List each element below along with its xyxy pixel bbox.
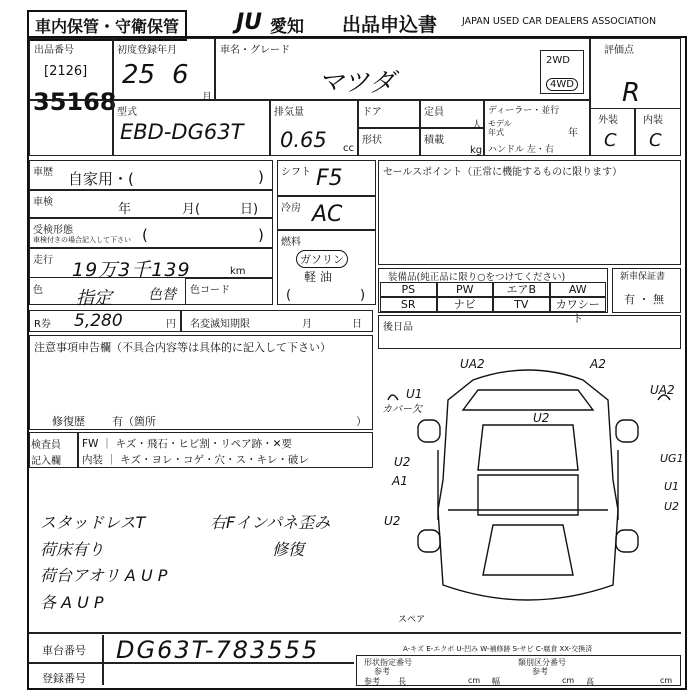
shape-label: 形状 (362, 135, 382, 146)
equipment-item: カワシート (550, 297, 607, 312)
spec-label: 形状指定番号 (364, 658, 412, 667)
exterior-value: C (604, 130, 617, 151)
disp-unit: cc (343, 143, 354, 154)
association-name: JAPAN USED CAR DEALERS ASSOCIATION (462, 16, 657, 27)
history-row (29, 160, 273, 190)
equipment-item: SR (380, 297, 437, 312)
logo-region: 愛知 (270, 17, 304, 37)
interior-value: C (649, 130, 662, 151)
shaken-month: 月( (182, 202, 201, 217)
note-line-2: 右Fインパネ歪み (210, 513, 331, 532)
ref-label-2: 参考 (532, 667, 548, 676)
color-value: 指定 (76, 288, 112, 309)
door-label: ドア (362, 107, 382, 118)
fuel-value1: ガソリン (296, 250, 348, 268)
grade-label: 評価点 (604, 45, 634, 56)
mark-cover-missing: カバー欠 (382, 404, 422, 415)
storage-title: 車内保管・守衛保管 (35, 17, 180, 36)
shaken-year: 年 (118, 202, 132, 217)
lot-sub: [2126] (44, 64, 88, 79)
drive-2wd: 2WD (546, 55, 570, 66)
color-value2: 色替 (148, 287, 176, 303)
legend: A-キズ E-エクボ U-凹み W-補修跡 S-サビ C-腐食 XX-交換済 (403, 645, 593, 653)
equipment-item: TV (493, 297, 550, 312)
shaken-row (29, 190, 273, 218)
history-label: 車歴 (33, 167, 53, 178)
model-value: EBD-DG63T (120, 120, 244, 144)
mark-u2-right: U2 (664, 500, 680, 513)
fuel-close: ) (360, 288, 366, 303)
equipment-item: ナビ (437, 297, 494, 312)
mileage-value: 19万3千139 (72, 259, 191, 281)
note-line-5: 各 A U P (40, 593, 104, 612)
year-unit: 年 (568, 128, 578, 139)
entry-label: 記入欄 (31, 456, 61, 467)
shaken-label: 車検 (33, 197, 53, 208)
expiry-day: 日 (352, 319, 362, 330)
repair-close: ） (356, 415, 367, 428)
spare-label: スペア (398, 615, 426, 625)
repair-value: 有（箇所 (112, 415, 156, 428)
height-label: 高 (586, 677, 594, 686)
model-label: 型式 (117, 107, 137, 118)
car-name: マツダ (318, 68, 395, 98)
ref-label-3: 参考 (364, 677, 380, 686)
recycle-value: 5,280 (74, 311, 123, 331)
expiry-label: 名変滅知期限 (190, 319, 250, 330)
notes-label: 注意事項申告欄（不具合内容等は具体的に記入して下さい） (34, 341, 331, 354)
form-title: 出品申込書 (342, 14, 438, 36)
mileage-label: 走行 (33, 255, 53, 266)
chassis-value: DG63T-783555 (116, 636, 320, 664)
model-year-label1: モデル (488, 119, 512, 128)
fw-line: FW ｜ キズ・飛石・ヒビ割・リペア跡・✕要 (82, 438, 292, 450)
reg-month: 6 (172, 60, 189, 90)
note-line-6: 荷床有り (40, 540, 105, 559)
history-value: 自家用・( (68, 170, 134, 188)
chassis-divider (102, 635, 104, 685)
damage-diagram (378, 350, 684, 632)
ref-label-1: 参考 (374, 667, 390, 676)
model-year-label2: 年式 (488, 128, 504, 137)
color-label: 色 (33, 285, 43, 296)
capacity-label: 定員 (424, 107, 444, 118)
reg-year: 25 (122, 60, 156, 90)
mark-a2-top: A2 (590, 357, 606, 371)
load-label: 積載 (424, 135, 444, 146)
reg-label: 初度登録年月 (117, 45, 177, 56)
reg-number-label: 登録番号 (42, 672, 86, 685)
capacity-unit: 人 (472, 120, 482, 131)
color-code-label: 色コード (190, 285, 230, 296)
warranty-label: 新車保証書 (620, 272, 666, 282)
lot-lower-box (29, 100, 113, 156)
disp-label: 排気量 (274, 107, 304, 118)
grade-value: R (622, 78, 641, 108)
equipment-item: PS (380, 282, 437, 297)
handle-label: ハンドル 左・右 (488, 145, 554, 155)
len-label: 長 (398, 677, 406, 686)
mark-u2-left: U2 (394, 455, 411, 469)
receive-close: ) (258, 226, 264, 244)
mark-ua2-top: UA2 (460, 357, 485, 371)
cat-label: 類別区分番号 (518, 658, 566, 667)
history-close: ) (258, 168, 264, 186)
note-line-3: 修復 (272, 540, 305, 559)
disp-value: 0.65 (280, 128, 327, 152)
note-line-1: スタッドレスT (40, 513, 146, 532)
cool-value: AC (312, 202, 343, 227)
repair-label: 修復歴 (52, 415, 85, 428)
recycle-divider (180, 310, 182, 332)
car-outline (388, 370, 670, 600)
drive-4wd: 4WD (546, 78, 578, 91)
warranty-options: 有 ・ 無 (624, 293, 664, 306)
mileage-unit: km (230, 266, 246, 277)
cm-3: cm (660, 676, 673, 685)
width-label: 幅 (492, 677, 500, 686)
later-box (378, 315, 681, 349)
interior-line: 内装 ｜ キズ・ヨレ・コゲ・穴・ス・キレ・破レ (82, 454, 309, 466)
interior-label: 内装 (643, 115, 663, 126)
cm-2: cm (562, 676, 575, 685)
reg-month-unit: 月 (202, 92, 212, 103)
lot-label: 出品番号 (34, 45, 74, 56)
fuel-value2: 軽 油 (304, 270, 332, 284)
equipment-grid (380, 282, 606, 325)
later-label: 後日品 (383, 322, 413, 333)
load-unit: kg (470, 145, 483, 156)
equipment-item: PW (437, 282, 494, 297)
shaken-day: 日) (240, 202, 259, 217)
equipment-item: AW (550, 282, 607, 297)
ju-logo: JU (236, 10, 263, 35)
receive-label: 受検形態 (33, 225, 73, 236)
inspector-label: 検査員 (31, 440, 61, 451)
mark-ua2-right: UA2 (650, 383, 675, 397)
sales-label: セールスポイント（正常に機能するものに限ります） (383, 167, 623, 178)
expiry-month: 月 (302, 319, 312, 330)
mark-u2-left-lower: U2 (384, 514, 401, 528)
fuel-open: ( (286, 288, 292, 303)
shift-value: F5 (316, 166, 343, 191)
cool-label: 冷房 (281, 203, 301, 214)
inspector-divider (77, 432, 79, 468)
receive-sub: 車検付きの場合記入して下さい (33, 236, 131, 244)
mark-a1-left: A1 (392, 474, 408, 488)
bottom-divider (29, 632, 681, 634)
exterior-label: 外装 (598, 115, 618, 126)
cm-1: cm (468, 676, 481, 685)
shift-label: シフト (281, 167, 311, 178)
mark-u2-center: U2 (533, 411, 550, 425)
lot-number: 35168 (33, 88, 117, 116)
mark-u1-left: U1 (406, 387, 423, 401)
receive-open: ( (142, 226, 148, 244)
mark-u1-right: U1 (664, 480, 680, 493)
note-line-4: 荷台アオリ A U P (40, 566, 168, 585)
mark-ug1-right: UG1 (660, 452, 684, 465)
name-label: 車名・グレード (220, 45, 290, 56)
equipment-label: 装備品(純正品に限り○をつけてください) (388, 272, 566, 283)
recycle-label: R券 (34, 319, 51, 330)
recycle-unit: 円 (166, 319, 176, 330)
reg-divider (29, 662, 354, 664)
equipment-item: エアB (493, 282, 550, 297)
chassis-label: 車台番号 (42, 644, 86, 657)
fuel-label: 燃料 (281, 237, 301, 248)
dealer-label: ディーラー・並行 (488, 106, 560, 116)
